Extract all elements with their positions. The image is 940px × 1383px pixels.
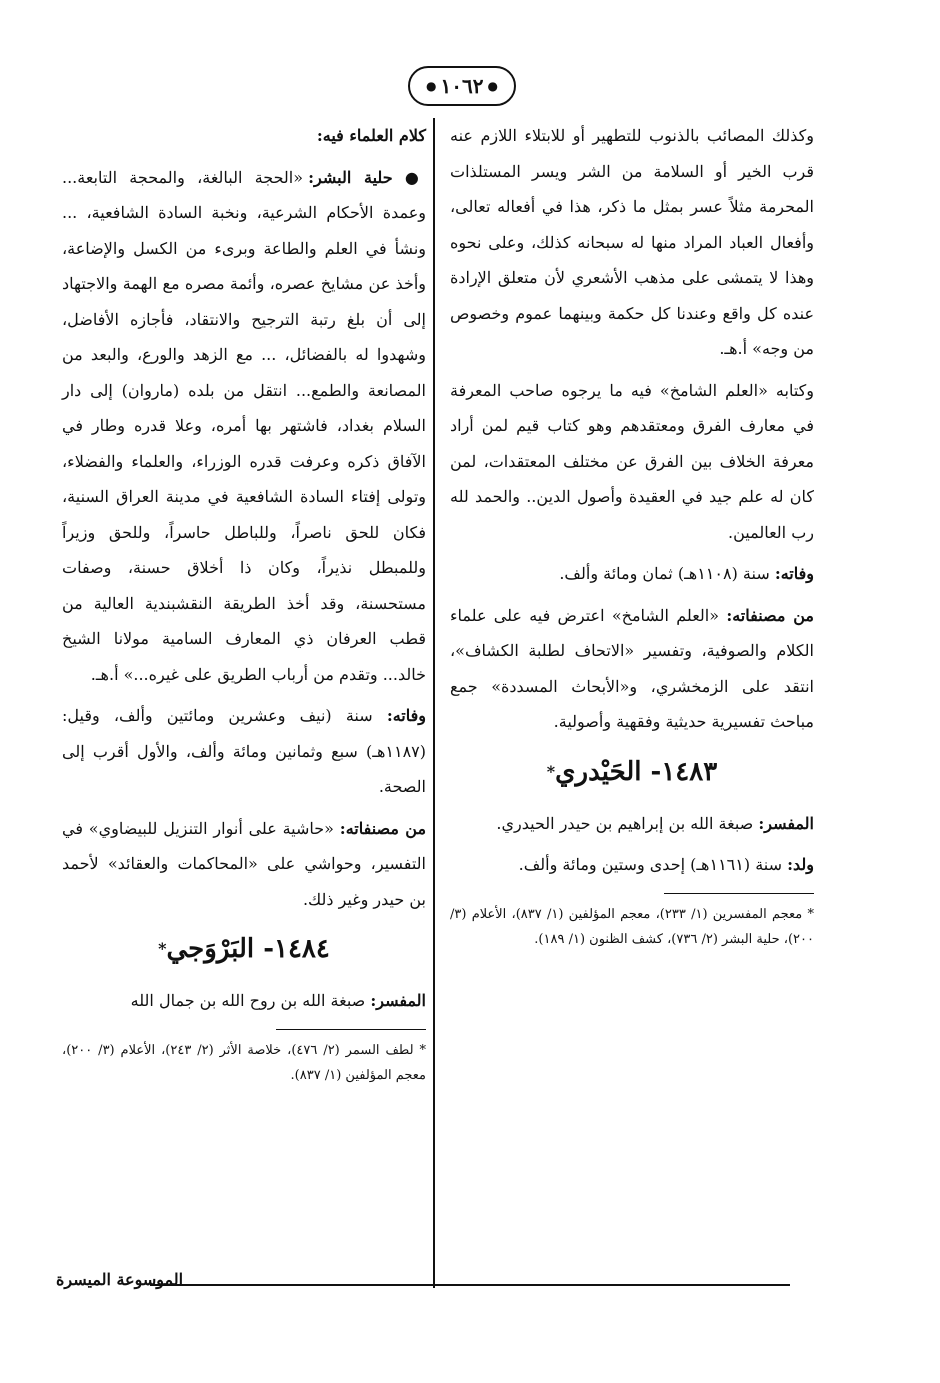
paragraph: [62, 983, 426, 1019]
label: المفسر:: [370, 991, 426, 1010]
entry-title: [450, 750, 814, 794]
footnote-text: معجم المفسرين (١/ ٢٣٣)، معجم المؤلفين (١/ ٨٣٧)، الأعلام (٣/ ٢٠٠)، حلية البشر (٢/ ٧٣٦)، كشف الظنون (١/ ١٨٩).: [450, 906, 814, 947]
section-heading: كلام العلماء فيه:: [316, 126, 426, 145]
text: «حاشية على أنوار التنزيل للبيضاوي» في التفسير، وحواشي على «المحاكمات والعقائد» لأحمد بن حيدر وغير ذلك.: [62, 818, 426, 909]
asterisk-icon: *: [802, 906, 814, 922]
text: صبغة الله بن إبراهيم بن حيدر الحيدري.: [496, 813, 759, 833]
paragraph: [450, 847, 814, 883]
left-column: [62, 118, 426, 1088]
paragraph: [450, 556, 814, 592]
entry-title-text: ١٤٨٤- البَرْوَجي: [166, 934, 330, 964]
text: سنة (نيف وعشرين ومائتين وألف، وقيل: (١١٨٧هـ) سبع وثمانين ومائة وألف، والأول أقرب إلى الصحة.: [62, 706, 427, 796]
text: سنة (١١٠٨هـ) ثمان ومائة وألف.: [559, 564, 775, 583]
footnote-rule: [276, 1029, 426, 1030]
entry-title: [62, 927, 426, 971]
footer-rule: [150, 1284, 790, 1286]
text: صبغة الله بن روح الله بن جمال الله: [130, 991, 371, 1010]
entry-title-text: ١٤٨٣- الحَيْدري: [555, 756, 718, 787]
footnote-text: لطف السمر (٢/ ٤٧٦)، خلاصة الأثر (٢/ ٢٤٣)، الأعلام (٣/ ٢٠٠)، معجم المؤلفين (١/ ٨٣٧).: [62, 1042, 426, 1083]
column-divider: [433, 118, 435, 1288]
page-number-text: ١٠٦٢: [440, 74, 484, 98]
page-number: [408, 66, 516, 106]
paragraph: [62, 811, 426, 918]
footnote: [450, 902, 814, 952]
paragraph: [62, 698, 426, 805]
label: من مصنفاته:: [726, 605, 815, 625]
asterisk-icon: *: [158, 939, 167, 958]
label: وفاته:: [774, 564, 814, 583]
footnote-rule: [664, 893, 814, 894]
ornament-dot-icon: ●: [426, 79, 437, 93]
label: حلية البشر:: [308, 167, 393, 187]
text: «العلم الشامخ» اعترض فيه على علماء الكلام والصوفية، وتفسير «الاتحاف لطلبة الكشاف»، انتقد على الزمخشري، و«الأبحاث المسددة» جمع مباحث تفسيرية حديثية وفقهية وأصولية.: [450, 605, 814, 731]
bullet-icon: ●: [392, 167, 427, 187]
paragraph: وكتابه «العلم الشامخ» فيه ما يرجوه صاحب المعرفة في معارف الفرق ومعتقدهم وهو كتاب قيم لمن أراد معرفة الخلاف بين الفرق عن مختلف المعتقدات، لمن كان له علم جيد في العقيدة وأصول الدين.. والحمد لله رب العالمين.: [450, 380, 814, 542]
ornament-dot-icon: ●: [487, 79, 498, 93]
footnote: [62, 1038, 426, 1088]
paragraph: وكذلك المصائب بالذنوب للتطهير أو للابتلاء اللازم عنه قرب الخير أو السلامة من الشر ويسر المستلذات المحرمة مثلاً عسر بمثل ما ذكر، هذا في أفعاله تعالى، وأفعال العباد المراد منها له سبحانه كذلك، وعلى نحوه وهذا لا يتمشى على مذهب الأشعري لأن متعلق الإرادة عنده كل واقع وعندنا كل حكمة وبينهما عموم وخصوص من وجه» أ.هـ.: [450, 126, 814, 358]
label: ولد:: [787, 855, 814, 874]
asterisk-icon: *: [413, 1042, 427, 1058]
paragraph: [62, 160, 426, 693]
label: وفاته:: [386, 706, 426, 725]
right-column: [450, 118, 814, 952]
label: من مصنفاته:: [339, 818, 427, 838]
publisher-name: الموسوعة الميسرة: [56, 1270, 184, 1289]
text: سنة (١١٦١هـ) إحدى وستين ومائة وألف.: [518, 855, 788, 874]
asterisk-icon: *: [546, 761, 556, 781]
paragraph: [450, 806, 814, 842]
paragraph: [450, 598, 814, 740]
label: المفسر:: [758, 813, 814, 833]
text: «الحجة البالغة، والمحجة التابعة... وعمدة الأحكام الشرعية، ونخبة السادة الشافعية، ... ونشأ في العلم والطاعة وبرىء من الكسل والإضاعة، وأخذ عن مشايخ عصره، وأئمة مصره مع الهمة والاجتهاد إلى أن بلغ رتبة الترجيح والانتقاد، فأجازه الأفاضل، وشهدوا له بالفضائل، ... مع الزهد والورع، والبعد من المصانعة والطمع... انتقل من بلده (ماروان) إلى دار السلام بغداد، فاشتهر بها أمره، وعلا قدره وطار في الآفاق ذكره وعرفت قدره الوزراء، والعلماء والفضلاء، وتولى إفتاء السادة الشافعية في مدينة العراق السنية، فكان للحق ناصراً، وللباطل حاسراً، وللحق وزيراً وللمبطل نذيراً، وكان ذا أخلاق حسنة، وصفات مستحسنة، وقد أخذ الطريقة النقشبندية العالية من قطب العرفان ذي المعارف السامية مولانا الشيخ خالد... وتقدم من أرباب الطريق على غيره...» أ.هـ.: [62, 167, 427, 684]
